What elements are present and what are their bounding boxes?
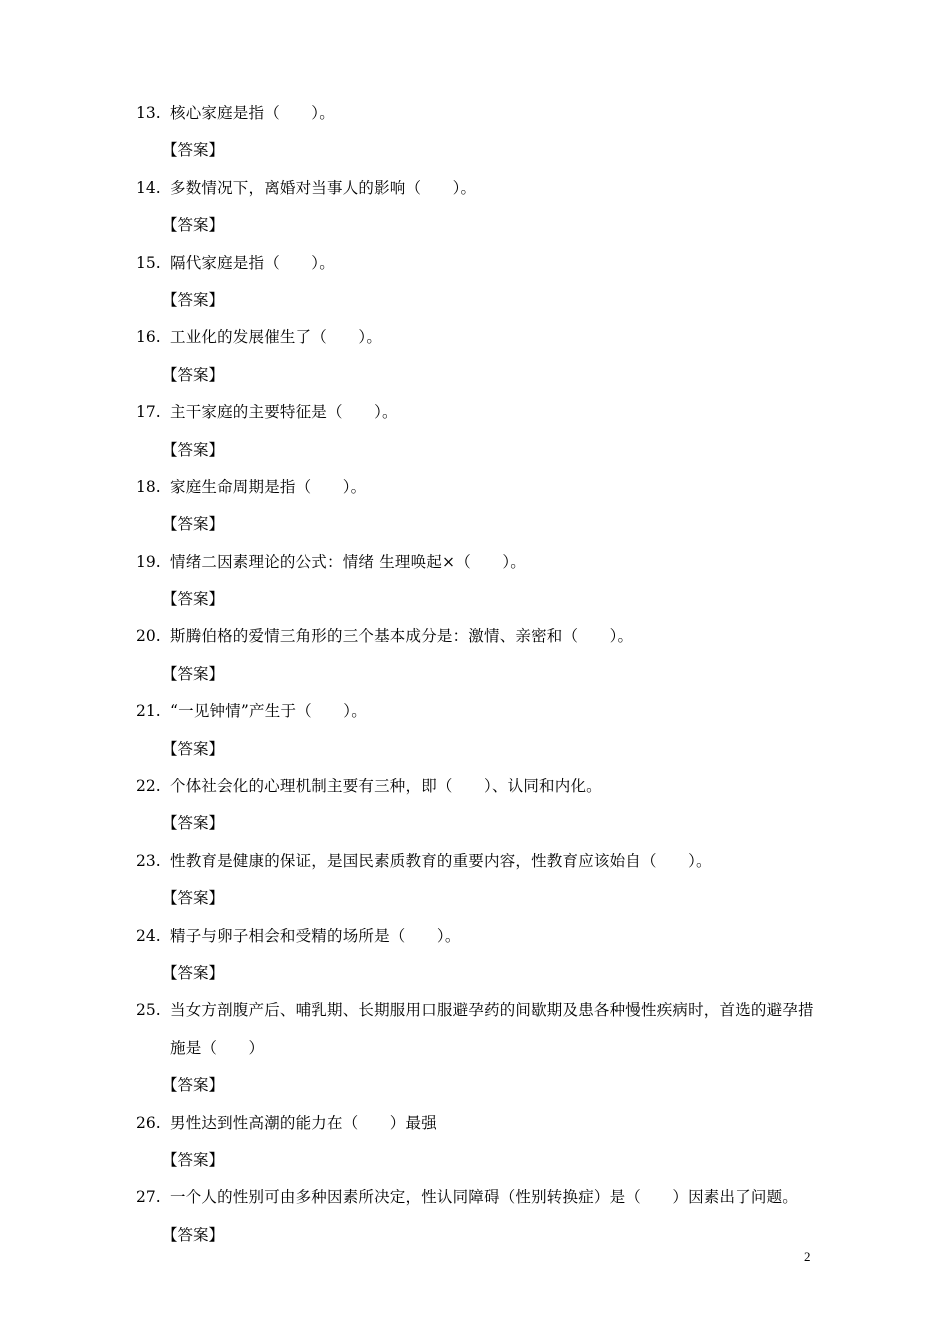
question-text: 精子与卵子相会和受精的场所是（ ）。 — [170, 926, 461, 945]
page-number: 2 — [804, 1249, 811, 1264]
question-text: 当女方剖腹产后、哺乳期、长期服用口服避孕药的间歇期及患各种慢性疾病时，首选的避孕措施是（ ） — [170, 1001, 814, 1057]
question-21 — [136, 693, 826, 768]
answer-label: 【答案】 — [162, 814, 225, 833]
answer-label: 【答案】 — [162, 889, 225, 908]
question-text: 家庭生命周期是指（ ）。 — [170, 477, 367, 496]
answer-label: 【答案】 — [162, 590, 225, 609]
question-number: 22. — [136, 777, 161, 796]
question-text: 一个人的性别可由多种因素所决定，性认同障碍（性别转换症）是（ ）因素出了问题。 — [170, 1188, 799, 1207]
question-number: 16. — [136, 328, 161, 347]
answer-label: 【答案】 — [162, 440, 225, 459]
question-14 — [136, 170, 826, 245]
question-22 — [136, 768, 826, 843]
question-number: 21. — [136, 702, 161, 721]
question-number: 17. — [136, 403, 161, 422]
answer-label: 【答案】 — [162, 963, 225, 982]
question-number: 18. — [136, 477, 161, 496]
answer-label: 【答案】 — [162, 1225, 225, 1244]
question-text: 隔代家庭是指（ ）。 — [170, 253, 335, 272]
question-19 — [136, 544, 826, 619]
question-18 — [136, 469, 826, 544]
question-number: 20. — [136, 627, 161, 646]
answer-label: 【答案】 — [162, 216, 225, 235]
question-text: 个体社会化的心理机制主要有三种，即（ ）、认同和内化。 — [170, 777, 602, 796]
question-25 — [136, 992, 826, 1104]
question-number: 27. — [136, 1188, 161, 1207]
question-number: 25. — [136, 1001, 161, 1020]
question-list — [136, 95, 826, 1254]
answer-label: 【答案】 — [162, 290, 225, 309]
answer-label: 【答案】 — [162, 515, 225, 534]
question-23 — [136, 843, 826, 918]
question-text: 情绪二因素理论的公式：情绪 生理唤起×（ ）。 — [170, 552, 526, 571]
question-15 — [136, 245, 826, 320]
answer-label: 【答案】 — [162, 141, 225, 160]
question-text: 男性达到性高潮的能力在（ ）最强 — [170, 1113, 437, 1132]
question-text: 工业化的发展催生了（ ）。 — [170, 328, 383, 347]
question-text: 多数情况下，离婚对当事人的影响（ ）。 — [170, 178, 477, 197]
question-number: 26. — [136, 1113, 161, 1132]
question-text: 斯腾伯格的爱情三角形的三个基本成分是：激情、亲密和（ ）。 — [170, 627, 634, 646]
question-17 — [136, 394, 826, 469]
answer-label: 【答案】 — [162, 664, 225, 683]
question-text: 主干家庭的主要特征是（ ）。 — [170, 403, 398, 422]
question-number: 14. — [136, 178, 161, 197]
question-number: 15. — [136, 253, 161, 272]
question-16 — [136, 319, 826, 394]
question-text: 性教育是健康的保证，是国民素质教育的重要内容，性教育应该始自（ ）。 — [170, 851, 712, 870]
question-number: 24. — [136, 926, 161, 945]
question-number: 19. — [136, 552, 161, 571]
question-20 — [136, 618, 826, 693]
answer-label: 【答案】 — [162, 365, 225, 384]
answer-label: 【答案】 — [162, 1150, 225, 1169]
question-number: 23. — [136, 851, 161, 870]
question-24 — [136, 918, 826, 993]
question-text: 核心家庭是指（ ）。 — [170, 104, 335, 122]
question-number: 13. — [136, 104, 161, 122]
answer-label: 【答案】 — [162, 1076, 225, 1095]
answer-label: 【答案】 — [162, 739, 225, 758]
question-text: “一见钟情”产生于（ ）。 — [170, 702, 367, 721]
question-27 — [136, 1179, 826, 1254]
question-13 — [136, 95, 826, 170]
question-26 — [136, 1105, 826, 1180]
